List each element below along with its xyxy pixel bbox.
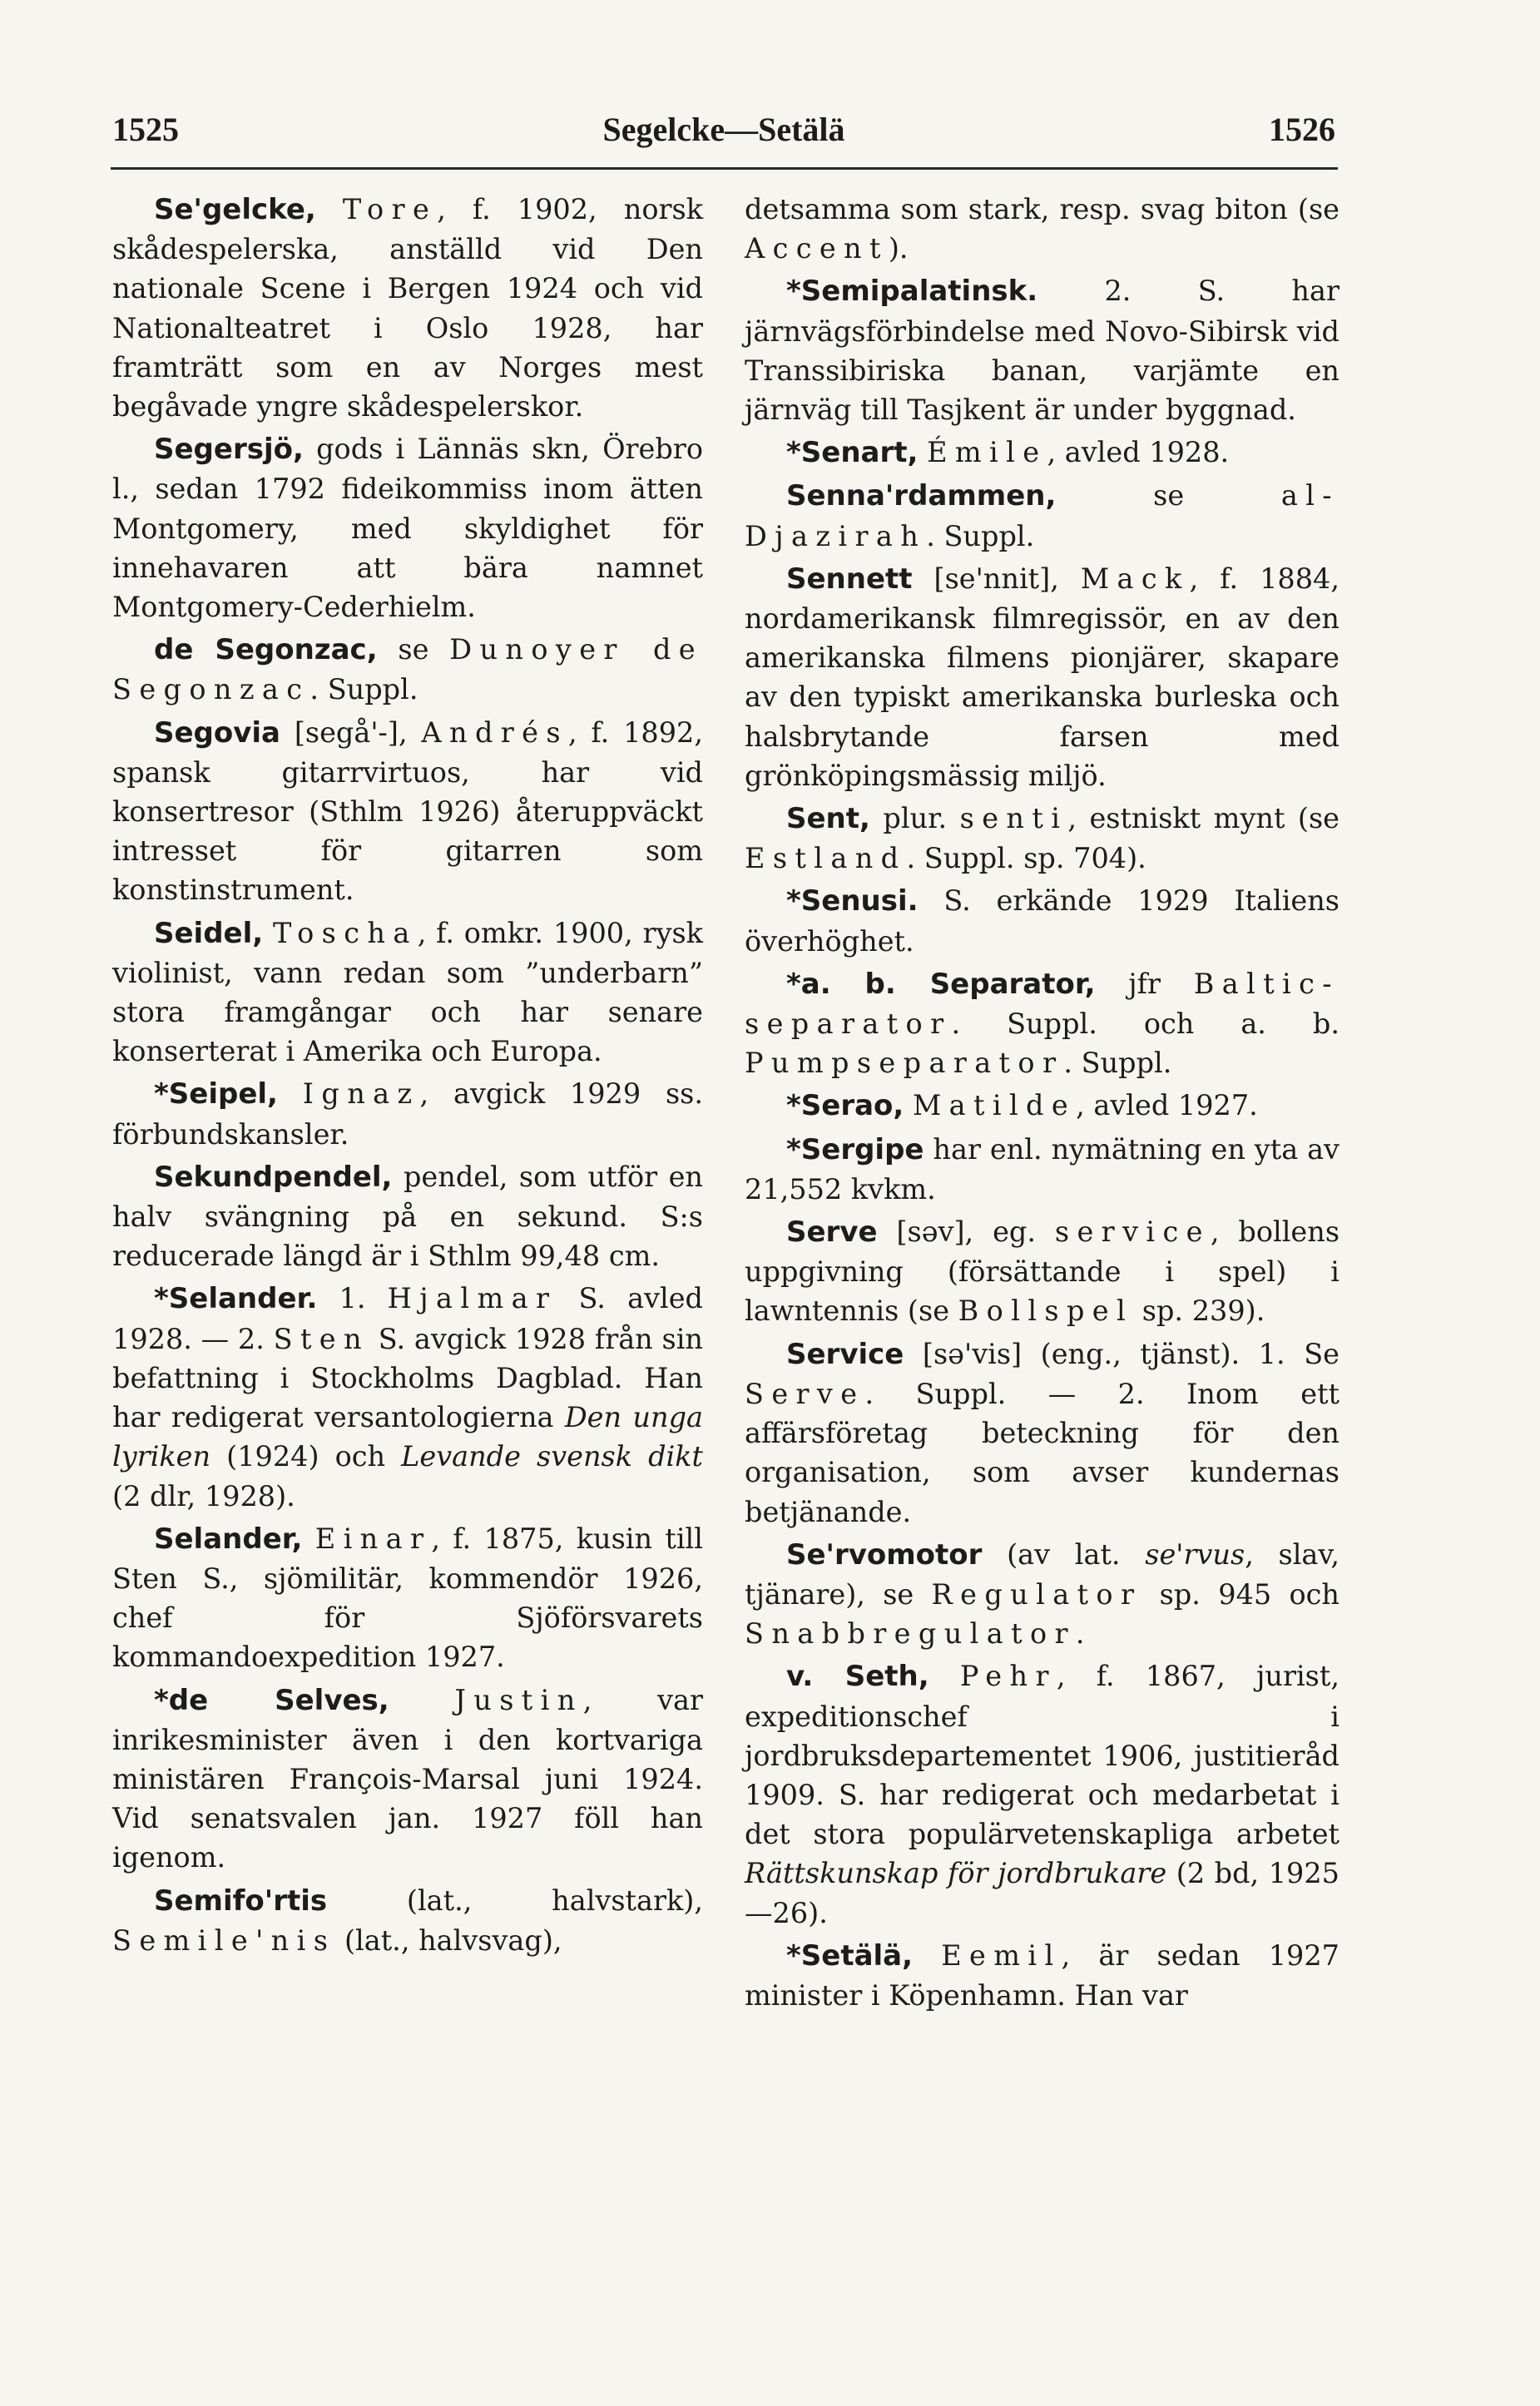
entry-text: (lat., halvsvag),	[335, 1923, 562, 1957]
dictionary-entry	[745, 433, 1339, 473]
dictionary-entry	[745, 799, 1339, 878]
entry-text: , f. 1892, spansk gitarrvirtuos, har vid konsertresor (Sthlm 1926) återuppväckt intresset för gitarren som konstinstrument.	[112, 715, 703, 907]
right-column	[745, 190, 1339, 2018]
entry-headword: Senna'rdammen,	[786, 479, 1057, 513]
entry-text: , f. 1884, nordamerikansk filmregissör, en av den amerikanska filmens pionjärer, skapare av den typiskt amerikanska burleska och halsbrytande farsen med grönköpingsmässig miljö.	[745, 562, 1339, 792]
dictionary-entry	[112, 190, 703, 426]
entry-text: S. erkände 1929 Italiens överhöghet.	[745, 884, 1340, 958]
dictionary-entry	[112, 630, 703, 709]
entry-headword: v. Seth,	[786, 1660, 929, 1694]
dictionary-entry	[745, 1086, 1339, 1126]
dictionary-entry	[745, 1656, 1339, 1932]
dictionary-entry	[745, 1936, 1339, 2015]
spaced-name: Estland	[745, 842, 907, 875]
entry-text: ).	[888, 232, 909, 265]
entry-text: [səv], eg.	[896, 1215, 1055, 1249]
spaced-name: Justin	[454, 1683, 583, 1716]
entry-text: [se'nnit],	[933, 562, 1081, 595]
page-header	[112, 98, 1335, 156]
header-rule	[111, 167, 1338, 170]
entry-text: , avled 1927.	[1076, 1089, 1258, 1122]
entry-text: [sə'vis] (eng., tjänst). 1. Se	[922, 1337, 1339, 1370]
entry-text: plur.	[883, 802, 960, 835]
entry-text: , är sedan 1927 minister i Köpenhamn. Han var	[745, 1938, 1339, 2012]
dictionary-entry	[112, 1157, 703, 1276]
entry-headword: *Seipel,	[154, 1077, 278, 1111]
entry-headword: de Segonzac,	[154, 633, 378, 667]
spaced-name: Émile	[927, 436, 1047, 469]
spaced-name: Bollspel	[958, 1295, 1134, 1328]
dictionary-entry	[745, 1212, 1339, 1331]
entry-text: jfr	[1128, 967, 1194, 1000]
spaced-name: Tore	[342, 193, 438, 225]
entry-text: se	[1153, 479, 1281, 512]
entry-headword: *de Selves,	[154, 1683, 389, 1717]
entry-text: , bollens uppgivning (försättande i spel) i lawntennis (se	[745, 1215, 1340, 1328]
dictionary-entry	[112, 429, 703, 626]
entry-text: , f. 1867, jurist, expeditionschef i jordbruksdepartementet 1906, justitieråd 1909. S. har redigerat och medarbetat i det stora populärvetenskapliga arbetet	[745, 1660, 1339, 1851]
entry-text: . Suppl.	[926, 519, 1035, 552]
spaced-name: Sten	[273, 1322, 369, 1355]
entry-text: . Suppl.	[309, 673, 418, 706]
dictionary-entry	[112, 1881, 703, 1960]
entry-text: (lat., halvstark),	[406, 1884, 703, 1917]
entry-headword: Serve	[786, 1215, 878, 1250]
italic-title: Rättskunskap för jordbrukare	[745, 1857, 1167, 1890]
spaced-name: Toscha	[272, 916, 418, 949]
entry-headword: *Selander.	[154, 1282, 318, 1316]
entry-text: , slav, tjänare), se	[745, 1537, 1339, 1611]
spaced-name: Pumpseparator	[745, 1047, 1064, 1080]
spaced-name: Einar	[314, 1522, 432, 1555]
spaced-name: Ignaz	[302, 1077, 420, 1111]
entry-text: sp. 239).	[1133, 1295, 1265, 1328]
entry-text: 2. S. har järnvägsförbindelse med Novo-Sibirsk vid Transsibiriska banan, varjämte en järnväg till Tasjkent är under byggnad.	[745, 275, 1339, 427]
entry-text: , var inrikesminister även i den kortvariga ministären François-Marsal juni 1924. Vid senatsvalen jan. 1927 föll han igenom.	[112, 1683, 703, 1874]
entry-text: , f. 1902, norsk skådespelerska, anställd vid Den nationale Scene i Bergen 1924 och vid Nationalteatret i Oslo 1928, har framträtt som en av Norges mest begåvade yngre skådespelerskor.	[112, 193, 703, 423]
entry-headword: Selander,	[154, 1522, 303, 1556]
spaced-name: Accent	[745, 232, 889, 265]
spaced-name: Hjalmar	[387, 1282, 557, 1315]
spaced-name: Matilde	[912, 1089, 1077, 1122]
entry-text: S. avled 1928. — 2.	[112, 1282, 703, 1355]
entry-headword: *Senusi.	[786, 884, 919, 918]
spaced-name: senti	[959, 802, 1068, 835]
entry-headword: Service	[786, 1337, 904, 1371]
entry-text: [segå'-],	[294, 715, 422, 749]
entry-headword: *Setälä,	[786, 1938, 914, 1973]
spaced-name: Pehr	[959, 1660, 1057, 1693]
entry-text: . Suppl. och a. b.	[951, 1007, 1339, 1041]
spaced-name: Regulator	[931, 1577, 1142, 1611]
entry-text: se	[398, 633, 450, 666]
entry-text: . Suppl.	[1063, 1047, 1172, 1080]
entry-text: , f. 1875, kusin till Sten S., sjömilitär, kommendör 1926, chef för Sjöförsvarets kommandoexpedition 1927.	[112, 1522, 703, 1674]
dictionary-entry	[745, 964, 1339, 1083]
dictionary-entry	[745, 881, 1339, 960]
dictionary-entry	[745, 1334, 1339, 1532]
entry-headword: Segersjö,	[154, 433, 304, 467]
dictionary-entry	[745, 271, 1339, 429]
dictionary-entry	[112, 713, 703, 910]
entry-text: gods i Lännäs skn, Örebro l., sedan 1792 fideikommiss inom ätten Montgomery, med skyldighet för innehavaren att bära namnet Montgomery-Cederhielm.	[112, 433, 703, 624]
entry-text: .	[1075, 1617, 1085, 1651]
dictionary-entry	[112, 913, 703, 1072]
entry-text: . Suppl. — 2. Inom ett affärsföretag beteckning för den organisation, som avser kundernas betjänande.	[745, 1377, 1339, 1528]
entry-text: har enl. nymätning en yta av 21,552 kvkm.	[745, 1132, 1339, 1205]
italic-title: Levande svensk dikt	[401, 1440, 703, 1473]
entry-text: sp. 945 och	[1141, 1577, 1339, 1611]
entry-text: pendel, som utför en halv svängning på en sekund. S:s reducerade längd är i Sthlm 99,48 cm.	[112, 1160, 703, 1273]
spaced-name: Eemil	[941, 1938, 1062, 1972]
entry-headword: *Semipalatinsk.	[786, 275, 1038, 309]
entry-headword: Se'gelcke,	[154, 193, 316, 226]
entry-text: (1924) och	[210, 1440, 402, 1473]
entry-headword: Se'rvomotor	[786, 1537, 983, 1572]
entry-headword: *a. b. Separator,	[786, 967, 1096, 1001]
entry-text: , estniskt mynt (se	[1067, 802, 1339, 835]
entry-headword: Sent,	[786, 802, 870, 836]
entry-text: detsamma som stark, resp. svag biton (se	[745, 193, 1339, 225]
dictionary-entry	[745, 1130, 1339, 1209]
dictionary-entry	[112, 1681, 703, 1878]
spaced-name: Serve	[745, 1377, 865, 1410]
spaced-name: Dunoyer de Segonzac	[112, 633, 703, 706]
entry-text: 1.	[339, 1282, 388, 1315]
dictionary-entry	[745, 190, 1339, 268]
spaced-name: Mack	[1080, 562, 1190, 595]
entry-headword: Semifo'rtis	[154, 1884, 328, 1918]
spaced-name: Snabbregulator	[745, 1617, 1076, 1651]
entry-headword: Sennett	[786, 562, 913, 596]
spaced-name: Semile'nis	[112, 1923, 336, 1957]
entry-text: , avgick 1929 ss. förbundskansler.	[112, 1077, 704, 1151]
dictionary-entry	[745, 476, 1339, 555]
dictionary-entry	[112, 1279, 703, 1515]
page-number-left: 1525	[112, 111, 179, 148]
italic-title: Den unga lyriken	[112, 1401, 703, 1473]
entry-headword: Segovia	[154, 715, 281, 750]
entry-text: (2 bd, 1925—26).	[745, 1857, 1339, 1929]
entry-headword: *Senart,	[786, 436, 919, 470]
entry-text: (2 dlr, 1928).	[112, 1479, 295, 1512]
spaced-name: service	[1054, 1215, 1211, 1249]
entry-text: , avled 1928.	[1047, 436, 1230, 469]
dictionary-entry	[745, 1535, 1339, 1654]
entry-text: S. avgick 1928 från sin befattning i Stockholms Dagblad. Han har redigerat versantologierna	[112, 1322, 703, 1434]
dictionary-entry	[112, 1519, 703, 1677]
italic-title: se'rvus	[1145, 1537, 1245, 1571]
spaced-name: Andrés	[421, 715, 568, 749]
left-column	[112, 190, 703, 1963]
entry-text: . Suppl. sp. 704).	[906, 842, 1146, 875]
dictionary-entry	[112, 1074, 703, 1153]
spaced-name: Baltic-separator	[745, 967, 1339, 1041]
entry-headword: Sekundpendel,	[154, 1160, 393, 1194]
running-title: Segelcke—Setälä	[602, 111, 845, 148]
entry-text: (av lat.	[1007, 1537, 1146, 1571]
entry-headword: *Sergipe	[786, 1132, 924, 1166]
entry-headword: Seidel,	[154, 916, 264, 950]
entry-headword: *Serao,	[786, 1089, 904, 1123]
dictionary-entry	[745, 559, 1339, 795]
entry-text: , f. omkr. 1900, rysk violinist, vann redan som ”underbarn” stora framgångar och har senare konserterat i Amerika och Europa.	[112, 916, 703, 1068]
page-number-right: 1526	[1269, 111, 1335, 148]
spaced-name: al-Djazirah	[745, 479, 1340, 552]
